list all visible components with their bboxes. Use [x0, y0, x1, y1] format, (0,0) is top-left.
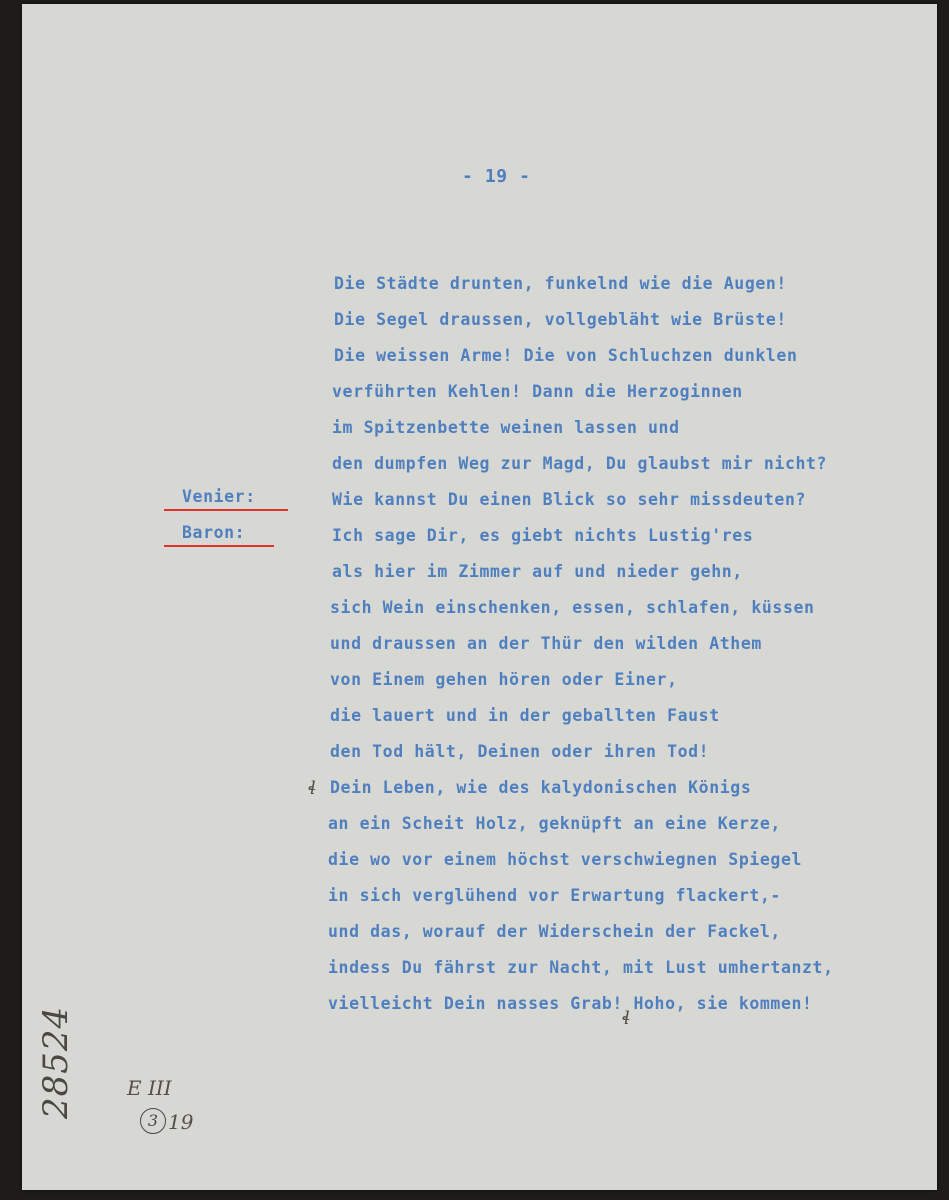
- text-line: Die Segel draussen, vollgebläht wie Brüste!: [334, 310, 787, 329]
- inline-insertion-mark: ɬ: [622, 1008, 631, 1029]
- text-line: und das, worauf der Widerschein der Fackel,: [328, 922, 781, 941]
- text-line: Die weissen Arme! Die von Schluchzen dunklen: [334, 346, 798, 365]
- text-line: von Einem gehen hören oder Einer,: [330, 670, 678, 689]
- speaker-baron: Baron:: [182, 523, 246, 542]
- circled-number: 3: [140, 1108, 166, 1134]
- shelf-mark: E III: [127, 1076, 172, 1100]
- text-line: den Tod hält, Deinen oder ihren Tod!: [330, 742, 710, 761]
- speaker-venier-underline: [164, 509, 288, 511]
- text-line: die wo vor einem höchst verschwiegnen Spiegel: [328, 850, 803, 869]
- text-line: Wie kannst Du einen Blick so sehr missdeuten?: [332, 490, 807, 509]
- text-line: den dumpfen Weg zur Magd, Du glaubst mir nicht?: [332, 454, 828, 473]
- text-line: im Spitzenbette weinen lassen und: [332, 418, 680, 437]
- text-line: Die Städte drunten, funkelnd wie die Augen!: [334, 274, 787, 293]
- text-line: sich Wein einschenken, essen, schlafen, küssen: [330, 598, 815, 617]
- manuscript-page: [22, 4, 937, 1190]
- text-line: und draussen an der Thür den wilden Athem: [330, 634, 762, 653]
- text-line: verführten Kehlen! Dann die Herzoginnen: [332, 382, 743, 401]
- speaker-venier: Venier:: [182, 487, 256, 506]
- page-number: - 19 -: [462, 166, 531, 187]
- speaker-baron-underline: [164, 545, 274, 547]
- text-line: Dein Leben, wie des kalydonischen Königs: [330, 778, 752, 797]
- text-line: indess Du fährst zur Nacht, mit Lust umhertanzt,: [328, 958, 834, 977]
- text-line: die lauert und in der geballten Faust: [330, 706, 720, 725]
- text-line: Ich sage Dir, es giebt nichts Lustig'res: [332, 526, 754, 545]
- inventory-number: 28524: [36, 1005, 76, 1119]
- insertion-mark: ɬ: [308, 778, 317, 799]
- text-line: vielleicht Dein nasses Grab! Hoho, sie kommen!: [328, 994, 813, 1013]
- text-line: in sich verglühend vor Erwartung flackert,-: [328, 886, 781, 905]
- folio-number: 19: [168, 1110, 194, 1134]
- text-line: an ein Scheit Holz, geknüpft an eine Kerze,: [328, 814, 781, 833]
- text-line: als hier im Zimmer auf und nieder gehn,: [332, 562, 743, 581]
